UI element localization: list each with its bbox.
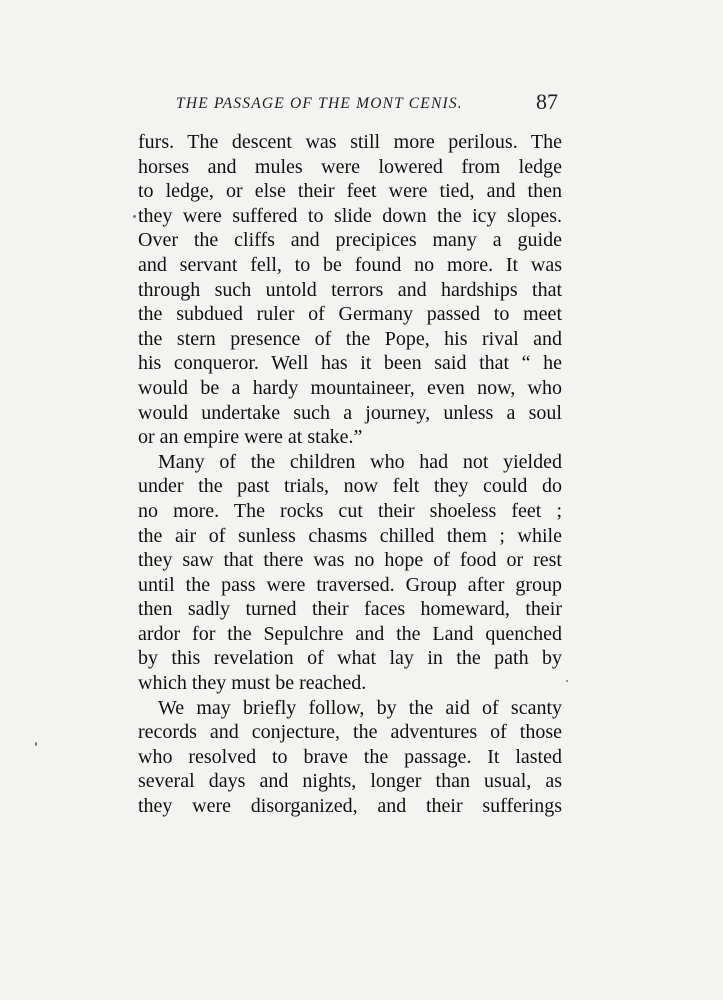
text-line: they were suffered to slide down the icy slopes. [138,204,562,227]
text-line: they saw that there was no hope of food or rest [138,549,562,572]
text-line: his conqueror. Well has it been said that “ he [138,352,562,375]
print-speck [133,215,136,218]
running-head [138,91,562,119]
text-line: no more. The rocks cut their shoeless feet ; [138,499,562,522]
text-line: and servant fell, to be found no more. It was [138,253,562,276]
text-line: they were disorganized, and their sufferings [138,795,562,818]
text-line: who resolved to brave the passage. It lasted [138,745,562,768]
text-line: Many of the children who had not yielded [158,450,562,473]
text-line: records and conjecture, the adventures of those [138,721,562,744]
paragraph [138,130,562,450]
text-line: horses and mules were lowered from ledge [138,155,562,178]
text-line: the air of sunless chasms chilled them ; while [138,524,562,547]
paragraph [138,450,562,696]
paragraph [138,696,562,819]
text-line: under the past trials, now felt they could do [138,475,562,498]
text-line: ardor for the Sepulchre and the Land quenched [138,622,562,645]
text-line: or an empire were at stake.” [138,426,363,449]
text-line: until the pass were traversed. Group after group [138,573,562,596]
text-line: several days and nights, longer than usual, as [138,770,562,793]
text-line: furs. The descent was still more perilous. The [138,131,562,153]
text-line: the subdued ruler of Germany passed to meet [138,303,562,326]
text-line: would be a hardy mountaineer, even now, who [138,376,562,399]
print-speck [35,742,37,746]
print-speck [566,680,568,682]
text-line: to ledge, or else their feet were tied, and then [138,180,562,203]
text-line: Over the cliffs and precipices many a guide [138,229,562,252]
text-line: by this revelation of what lay in the path by [138,647,562,670]
text-line: which they must be reached. [138,672,367,695]
body-text [138,130,562,819]
text-line: then sadly turned their faces homeward, their [138,598,562,621]
text-line: would undertake such a journey, unless a soul [138,401,562,424]
running-title: THE PASSAGE OF THE MONT CENIS. [176,95,463,112]
text-line: the stern presence of the Pope, his rival and [138,327,562,350]
text-line: We may briefly follow, by the aid of scanty [158,696,562,719]
text-line: through such untold terrors and hardships that [138,278,562,301]
page-number: 87 [536,89,558,114]
